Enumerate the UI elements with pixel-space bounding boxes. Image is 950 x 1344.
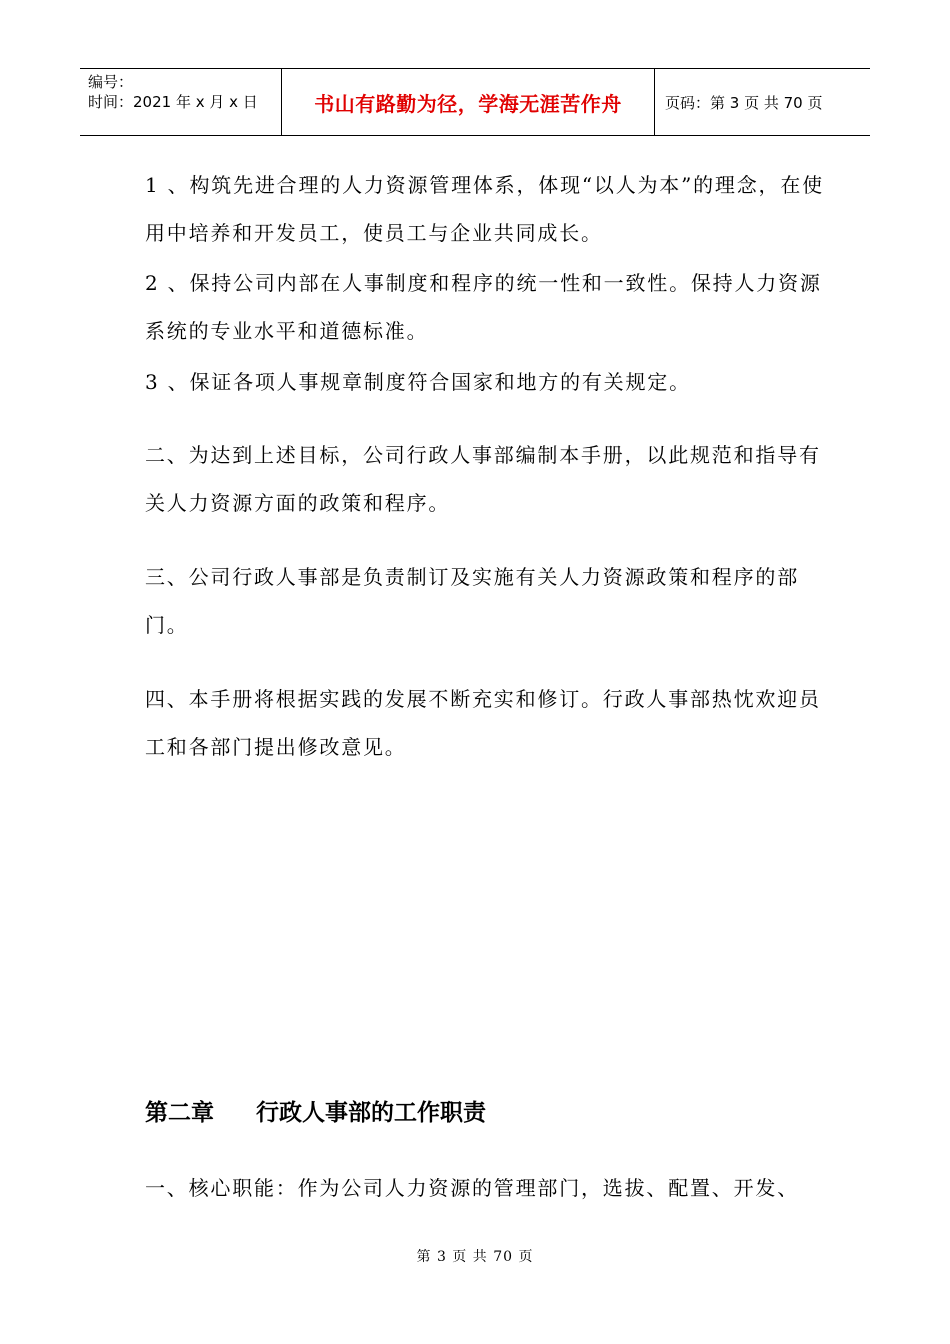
- paragraph-section-3: 三、公司行政人事部是负责制订及实施有关人力资源政策和程序的部门。: [145, 565, 799, 637]
- paragraph-goal-1: 1 、构筑先进合理的人力资源管理体系，体现“以人为本”的理念，在使用中培养和开发员工，使员工与企业共同成长。: [145, 173, 824, 245]
- document-date-label: 时间：2021 年 x 月 x 日: [88, 93, 258, 111]
- document-code-label: 编号：: [88, 73, 134, 91]
- paragraph-section-2: 二、为达到上述目标，公司行政人事部编制本手册，以此规范和指导有关人力资源方面的政策和程序。: [145, 443, 821, 515]
- chapter-number: 第二章: [145, 1100, 214, 1126]
- header-motto: 书山有路勤为径，学海无涯苦作舟: [314, 91, 622, 116]
- header-page-info: 页码：第 3 页 共 70 页: [665, 93, 823, 112]
- paragraph-goal-3: 3 、保证各项人事规章制度符合国家和地方的有关规定。: [145, 370, 691, 394]
- header-motto-cell: [281, 69, 655, 135]
- paragraph-goal-2: 2 、保持公司内部在人事制度和程序的统一性和一致性。保持人力资源系统的专业水平和道德标准。: [145, 271, 822, 343]
- page-header: [80, 68, 870, 136]
- paragraph-core-function: 一、核心职能：作为公司人力资源的管理部门，选拔、配置、开发、: [145, 1176, 799, 1200]
- header-meta-cell: [80, 69, 281, 135]
- paragraph-section-4: 四、本手册将根据实践的发展不断充实和修订。行政人事部热忱欢迎员工和各部门提出修改意见。: [145, 687, 821, 759]
- chapter-title: 行政人事部的工作职责: [256, 1100, 486, 1126]
- chapter-heading: [145, 1094, 486, 1127]
- page-footer: 第 3 页 共 70 页: [416, 1249, 534, 1265]
- header-page-cell: [655, 69, 870, 135]
